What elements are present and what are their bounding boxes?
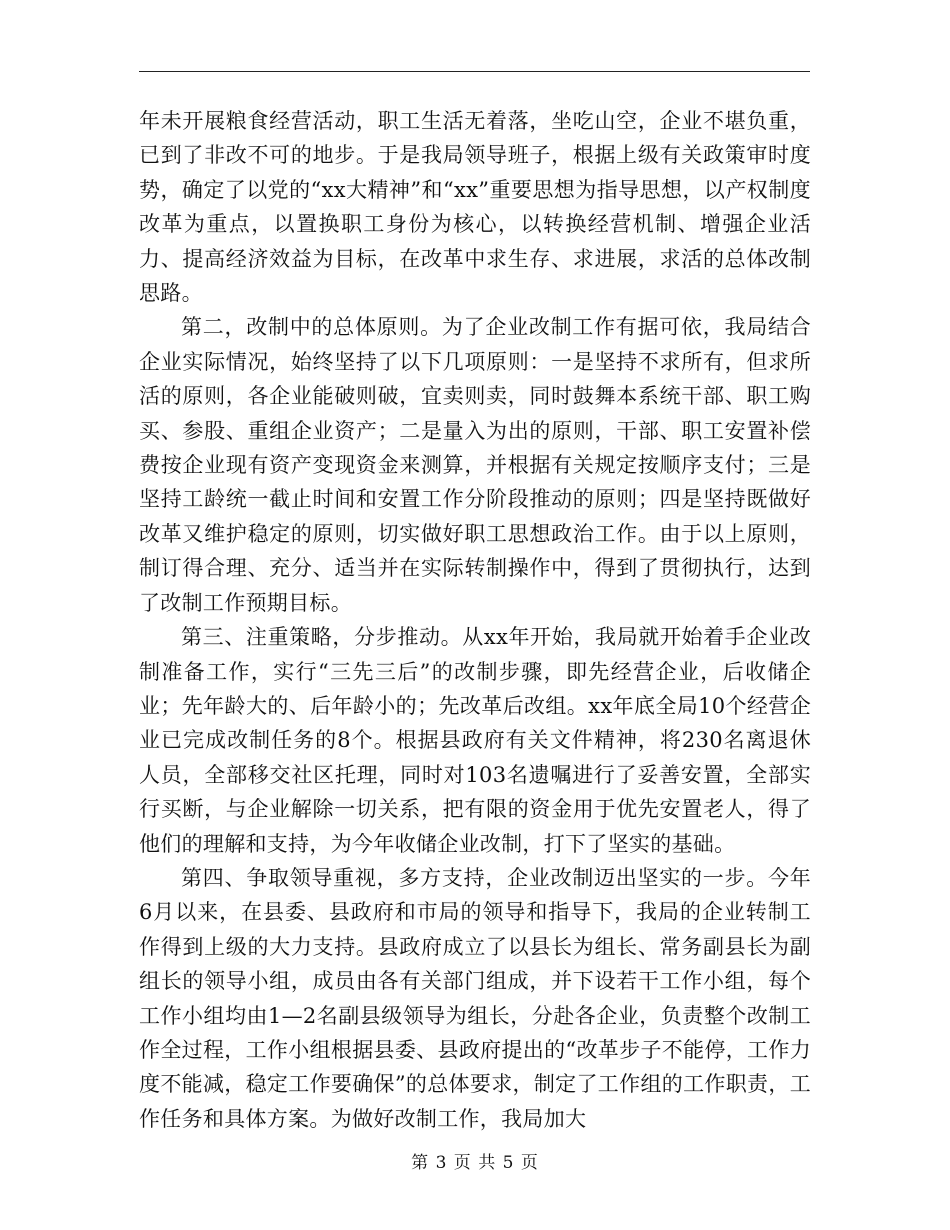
document-body [139, 104, 811, 1136]
paragraph-leadership: 第四、争取领导重视，多方支持，企业改制迈出坚实的一步。今年6月以来，在县委、县政府和市局的领导和指导下，我局的企业转制工作得到上级的大力支持。县政府成立了以县长为组长、常务副县长为副组长的领导小组，成员由各有关部门组成，并下设若干工作小组，每个工作小组均由1—2名副县级领导为组长，分赴各企业，负责整个改制工作全过程，工作小组根据县委、县政府提出的“改革步子不能停，工作力度不能减，稳定工作要确保”的总体要求，制定了工作组的工作职责，工作任务和具体方案。为做好改制工作，我局加大 [139, 865, 811, 1131]
paragraph-principles: 第二，改制中的总体原则。为了企业改制工作有据可依，我局结合企业实际情况，始终坚持了以下几项原则：一是坚持不求所有，但求所活的原则，各企业能破则破，宜卖则卖，同时鼓舞本系统干部、职工购买、参股、重组企业资产；二是量入为出的原则，干部、职工安置补偿费按企业现有资产变现资金来测算，并根据有关规定按顺序支付；三是坚持工龄统一截止时间和安置工作分阶段推动的原则；四是坚持既做好改革又维护稳定的原则，切实做好职工思想政治工作。由于以上原则，制订得合理、充分、适当并在实际转制操作中，得到了贯彻执行，达到了改制工作预期目标。 [139, 315, 811, 615]
page-number-footer: 第 3 页 共 5 页 [411, 1153, 539, 1173]
paragraph-continuation: 年未开展粮食经营活动，职工生活无着落，坐吃山空，企业不堪负重，已到了非改不可的地步。于是我局领导班子，根据上级有关政策审时度势，确定了以党的“xx大精神”和“xx”重要思想为指导思想，以产权制度改革为重点，以置换职工身份为核心，以转换经营机制、增强企业活力、提高经济效益为目标，在改革中求生存、求进展，求活的总体改制思路。 [139, 109, 811, 306]
paragraph-strategy: 第三、注重策略，分步推动。从xx年开始，我局就开始着手企业改制准备工作，实行“三先三后”的改制步骤，即先经营企业，后收储企业；先年龄大的、后年龄小的；先改革后改组。xx年底全局10个经营企业已完成改制任务的8个。根据县政府有关文件精神，将230名离退休人员，全部移交社区托理，同时对103名遗嘱进行了妥善安置，全部实行买断，与企业解除一切关系，把有限的资金用于优先安置老人，得了他们的理解和支持，为今年收储企业改制，打下了坚实的基础。 [139, 625, 811, 856]
header-rule [139, 71, 810, 72]
